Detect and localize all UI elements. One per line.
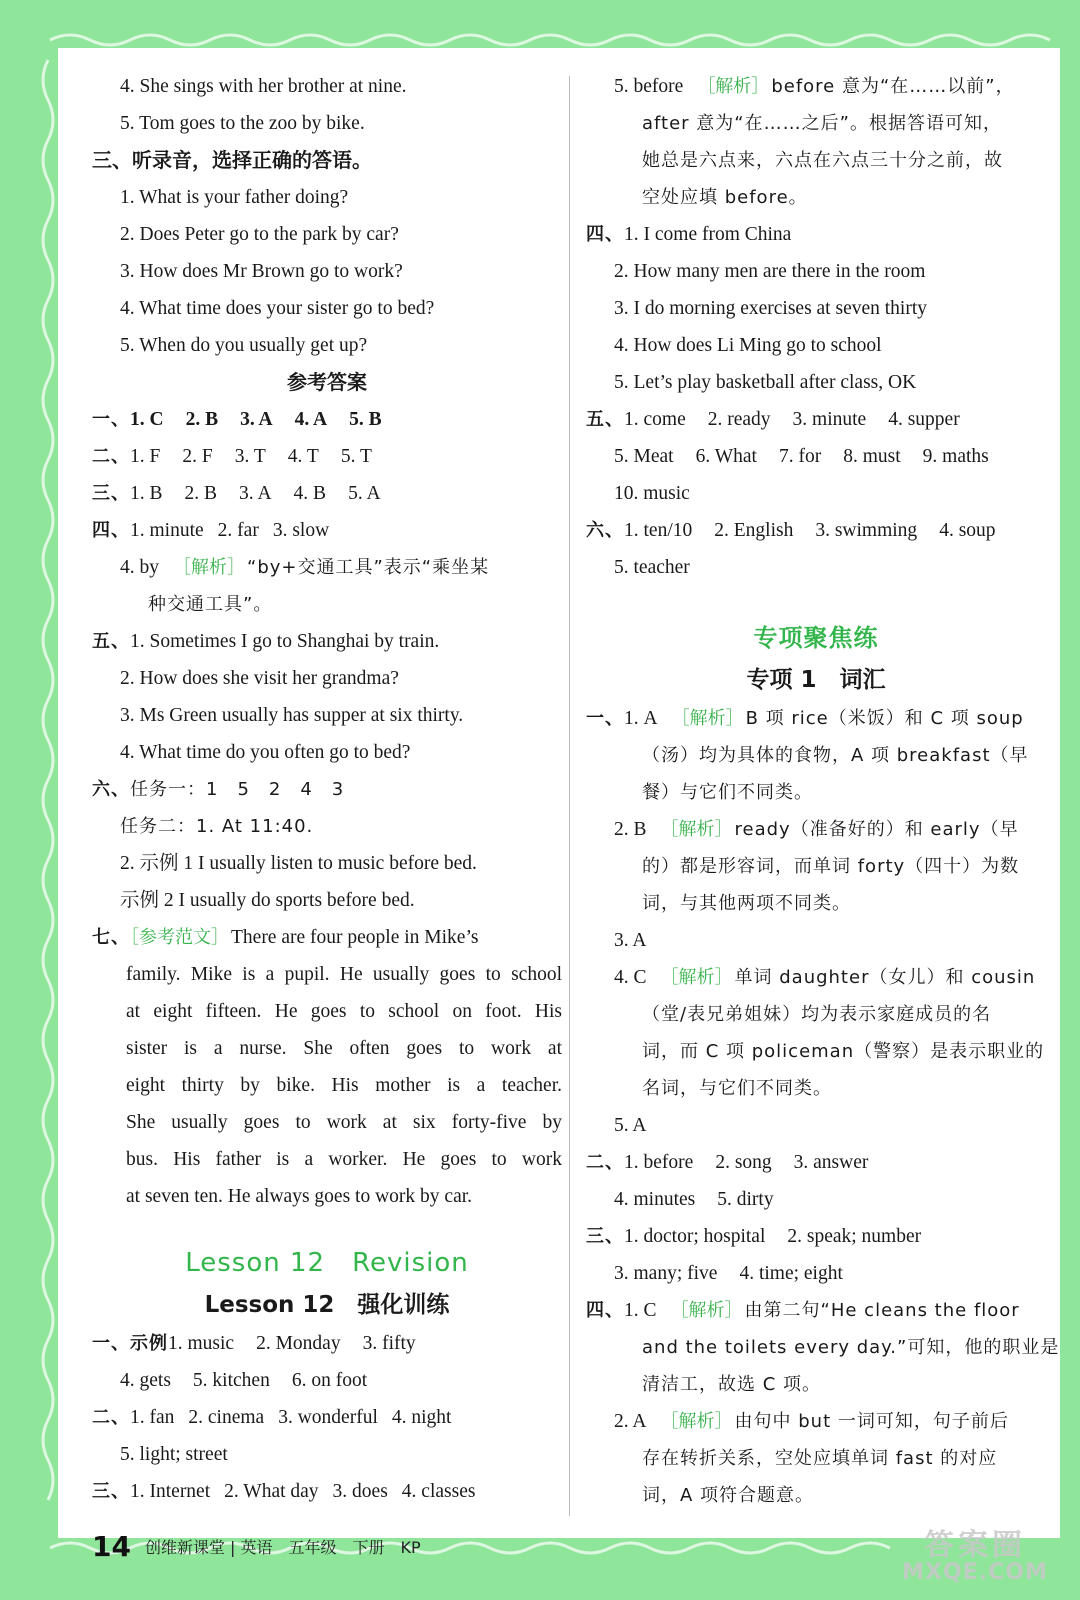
section-label: 三、: [92, 1481, 130, 1502]
section-heading: 三、听录音，选择正确的答语。: [92, 148, 372, 172]
answer-row: [586, 1255, 1046, 1292]
section-label: 四、: [92, 520, 130, 541]
essay-line: family. Mike is a pupil. He usually goes to school: [126, 964, 562, 985]
answer-item: 5. T: [340, 446, 372, 467]
answer-row: [92, 771, 562, 808]
explanation-text: 词，与其他两项不同类。: [642, 893, 851, 914]
question-line: 1. What is your father doing?: [120, 187, 349, 208]
section-label: 五、: [92, 631, 130, 652]
section-label: 一、示例: [92, 1333, 168, 1354]
answer-row: 5. A: [614, 1115, 647, 1136]
explanation-tag: ［解析］: [697, 76, 770, 97]
answer-item: 1. I come from China: [624, 224, 792, 245]
answer-row: 4. What time do you often go to bed?: [120, 742, 411, 763]
answer-item: 1. C: [130, 409, 164, 430]
answer-item: 5. dirty: [717, 1189, 774, 1210]
explanation-text: 种交通工具”。: [148, 594, 273, 615]
answer-row: [92, 919, 562, 956]
section-label: 二、: [586, 1152, 624, 1173]
answer-row: [92, 1362, 562, 1399]
answer-row: [92, 549, 562, 586]
answer-item: 3. many; five: [614, 1263, 718, 1284]
answer-row: 任务二：1. At 11:40.: [120, 816, 314, 837]
answer-item: 3. answer: [793, 1152, 869, 1173]
answer-item: 2. B: [614, 819, 647, 840]
answer-row: 5. teacher: [614, 557, 690, 578]
answer-item: 2. B: [185, 409, 219, 430]
special-heading: 专项聚焦练: [753, 624, 879, 652]
section-label: 三、: [586, 1226, 624, 1247]
answer-page: [58, 48, 1060, 1538]
question-line: 5. When do you usually get up?: [120, 335, 368, 356]
answer-item: 4. C: [614, 967, 647, 988]
essay-line: at eight fifteen. He goes to school on foot. His: [126, 1001, 562, 1022]
essay-line: eight thirty by bike. His mother is a teacher.: [126, 1075, 562, 1096]
right-column: [586, 68, 1060, 1514]
answer-item: 2. speak; number: [787, 1226, 922, 1247]
answer-row: 3. Ms Green usually has supper at six thirty.: [120, 705, 464, 726]
answer-item: 3. A: [240, 409, 273, 430]
answer-row: [586, 1218, 1046, 1255]
answer-item: 1. doctor; hospital: [624, 1226, 766, 1247]
answer-item: 8. must: [843, 446, 901, 467]
answer-item: 1. ten/10: [624, 520, 693, 541]
answer-item: 4. T: [287, 446, 319, 467]
answer-item: 2. ready: [707, 409, 771, 430]
answer-row: 10. music: [614, 483, 690, 504]
answer-item: 9. maths: [922, 446, 989, 467]
answer-row: [586, 1144, 1046, 1181]
answer-item: 4. supper: [888, 409, 960, 430]
answer-item: 2. Monday: [256, 1333, 341, 1354]
column-divider: [569, 76, 570, 1516]
sample-essay-tag: ［参考范文］: [130, 927, 229, 948]
answer-item: 4. by: [120, 557, 159, 578]
answer-item: 7. for: [778, 446, 822, 467]
answer-item: 5. Meat: [614, 446, 674, 467]
left-column: [92, 68, 562, 1510]
answer-item: 1. C: [624, 1300, 657, 1321]
explanation-text: ready（准备好的）和 early（早: [734, 819, 1019, 840]
explanation-text: B 项 rice（米饭）和 C 项 soup: [745, 708, 1024, 729]
answer-item: 1. come: [624, 409, 686, 430]
answer-row: [92, 1399, 562, 1436]
answer-row: 4. How does Li Ming go to school: [614, 335, 882, 356]
answer-row: [586, 700, 1046, 737]
answer-row: 3. A: [614, 930, 647, 951]
answer-row: [586, 959, 1046, 996]
answer-item: 2. song: [715, 1152, 772, 1173]
answer-item: 3. wonderful: [278, 1407, 378, 1428]
answer-row: [92, 475, 562, 512]
answer-item: 2. F: [182, 446, 213, 467]
answer-item: 1. B: [130, 483, 163, 504]
explanation-tag: ［解析］: [173, 557, 245, 578]
answer-item: 4. classes: [401, 1481, 476, 1502]
explanation-text: 由第二句“He cleans the floor: [744, 1300, 1020, 1321]
explanation-text: 词，A 项符合题意。: [642, 1485, 815, 1506]
answer-row: 2. How does she visit her grandma?: [120, 668, 399, 689]
answer-item: 1. minute: [130, 520, 204, 541]
answer-item: 1. A: [624, 708, 658, 729]
answer-row: [92, 1473, 562, 1510]
answer-item: 4. minutes: [614, 1189, 696, 1210]
answer-row: 2. 示例 1 I usually listen to music before bed.: [120, 853, 477, 874]
explanation-tag: ［解析］: [660, 1411, 733, 1432]
answer-row: 示例 2 I usually do sports before bed.: [120, 890, 415, 911]
explanation-text: 由句中 but 一词可知，句子前后: [734, 1411, 1009, 1432]
answer-item: 6. What: [695, 446, 757, 467]
answer-row: [92, 401, 562, 438]
answer-item: 2. cinema: [188, 1407, 265, 1428]
answer-item: 1. Sometimes I go to Shanghai by train.: [130, 631, 440, 652]
section-label: 五、: [586, 409, 624, 430]
answer-item: 3. swimming: [815, 520, 918, 541]
section-label: 二、: [92, 1407, 130, 1428]
answer-item: 3. fifty: [362, 1333, 416, 1354]
answer-row: [586, 68, 1046, 105]
answer-row: [92, 438, 562, 475]
section-label: 一、: [586, 708, 624, 729]
essay-line: sister is a nurse. She often goes to work at: [126, 1038, 562, 1059]
explanation-text: 存在转折关系，空处应填单词 fast 的对应: [642, 1448, 998, 1469]
site-watermark: [890, 1520, 1060, 1590]
explanation-text: 她总是六点来，六点在六点三十分之前，故: [642, 150, 1003, 171]
answer-row: 5. Let’s play basketball after class, OK: [614, 372, 917, 393]
answer-item: 1. fan: [130, 1407, 175, 1428]
section-label: 二、: [92, 446, 130, 467]
answer-row: [92, 1325, 562, 1362]
answer-item: 1. F: [130, 446, 161, 467]
explanation-text: （堂/表兄弟姐妹）均为表示家庭成员的名: [642, 1004, 992, 1025]
answer-item: 3. minute: [792, 409, 867, 430]
lesson-subheading: Lesson 12 强化训练: [204, 1292, 450, 1318]
explanation-text: and the toilets every day.”可知，他的职业是: [642, 1337, 1060, 1358]
answer-item: 5. A: [348, 483, 381, 504]
answer-item: 5. B: [349, 409, 382, 430]
answer-row: [586, 401, 1046, 438]
essay-line: at seven ten. He always goes to work by car.: [126, 1186, 473, 1207]
answer-item: 4. soup: [939, 520, 996, 541]
section-label: 一、: [92, 409, 130, 430]
question-line: 3. How does Mr Brown go to work?: [120, 261, 403, 282]
answer-item: 1. music: [168, 1333, 235, 1354]
explanation-tag: ［解析］: [660, 819, 733, 840]
answer-row: [586, 1292, 1046, 1329]
text-line: 4. She sings with her brother at nine.: [120, 76, 407, 97]
answer-row: [586, 1181, 1046, 1218]
answer-item: 4. gets: [120, 1370, 171, 1391]
explanation-text: “by+交通工具”表示“乘坐某: [247, 557, 490, 578]
page-footer: [92, 1526, 421, 1566]
answers-title: 参考答案: [287, 370, 367, 394]
question-line: 2. Does Peter go to the park by car?: [120, 224, 399, 245]
answer-item: 4. B: [293, 483, 327, 504]
answer-item: 6. on foot: [291, 1370, 368, 1391]
explanation-tag: ［解析］: [660, 967, 733, 988]
answer-row: [586, 438, 1046, 475]
answer-row: 2. How many men are there in the room: [614, 261, 926, 282]
section-label: 七、: [92, 927, 130, 948]
answer-item: 5. before: [614, 76, 684, 97]
essay-line: She usually goes to work at six forty-five by: [126, 1112, 562, 1133]
section-label: 六、: [92, 779, 130, 800]
answer-row: 5. light; street: [120, 1444, 228, 1465]
text-line: 5. Tom goes to the zoo by bike.: [120, 113, 365, 134]
answer-item: 3. T: [234, 446, 266, 467]
answer-row: [586, 1403, 1046, 1440]
explanation-text: 名词，与它们不同类。: [642, 1078, 832, 1099]
explanation-text: 词，而 C 项 policeman（警察）是表示职业的: [642, 1041, 1045, 1062]
answer-item: 4. A: [294, 409, 328, 430]
answer-item: 2. far: [217, 520, 259, 541]
answer-item: 2. A: [614, 1411, 647, 1432]
answer-row: [92, 512, 562, 549]
explanation-text: 单词 daughter（女儿）和 cousin: [734, 967, 1036, 988]
explanation-text: after 意为“在……之后”。根据答语可知，: [642, 113, 1002, 134]
answer-row: [586, 512, 1046, 549]
lesson-heading: Lesson 12 Revision: [185, 1248, 469, 1278]
answer-item: 4. night: [391, 1407, 452, 1428]
explanation-text: 清洁工，故选 C 项。: [642, 1374, 822, 1395]
question-line: 4. What time does your sister go to bed?: [120, 298, 435, 319]
answer-item: 2. What day: [224, 1481, 319, 1502]
section-label: 三、: [92, 483, 130, 504]
answer-item: 4. time; eight: [739, 1263, 843, 1284]
answer-item: 5. kitchen: [192, 1370, 270, 1391]
answer-item: 1. before: [624, 1152, 694, 1173]
explanation-text: before 意为“在……以前”，: [771, 76, 1015, 97]
book-info: 创维新课堂 | 英语 五年级 下册 KP: [144, 1537, 421, 1557]
answer-item: 2. B: [184, 483, 218, 504]
explanation-tag: ［解析］: [671, 708, 744, 729]
answer-item: 3. does: [332, 1481, 388, 1502]
essay-text: There are four people in Mike’s: [231, 927, 479, 948]
section-label: 四、: [586, 1300, 624, 1321]
answer-item: 1. Internet: [130, 1481, 211, 1502]
explanation-text: 餐）与它们不同类。: [642, 782, 813, 803]
special-subheading: 专项 1 词汇: [746, 667, 886, 693]
explanation-text: （汤）均为具体的食物，A 项 breakfast（早: [642, 745, 1029, 766]
answer-item: 3. slow: [272, 520, 330, 541]
answer-item: 2. English: [714, 520, 794, 541]
answer-row: [586, 216, 1046, 253]
answer-row: [92, 623, 562, 660]
explanation-text: 的）都是形容词，而单词 forty（四十）为数: [642, 856, 1020, 877]
page-number: 14: [92, 1529, 131, 1563]
answer-row: [586, 811, 1046, 848]
section-label: 四、: [586, 224, 624, 245]
essay-line: bus. His father is a worker. He goes to work: [126, 1149, 562, 1170]
watermark-logo-text: 答案圈: [924, 1528, 1026, 1563]
section-label: 六、: [586, 520, 624, 541]
explanation-tag: ［解析］: [670, 1300, 743, 1321]
answer-row: 3. I do morning exercises at seven thirty: [614, 298, 927, 319]
watermark-url: MXQE.COM: [902, 1560, 1048, 1585]
explanation-text: 空处应填 before。: [642, 187, 808, 208]
answer-item: 任务一：1 5 2 4 3: [130, 779, 345, 800]
answer-item: 3. A: [239, 483, 272, 504]
